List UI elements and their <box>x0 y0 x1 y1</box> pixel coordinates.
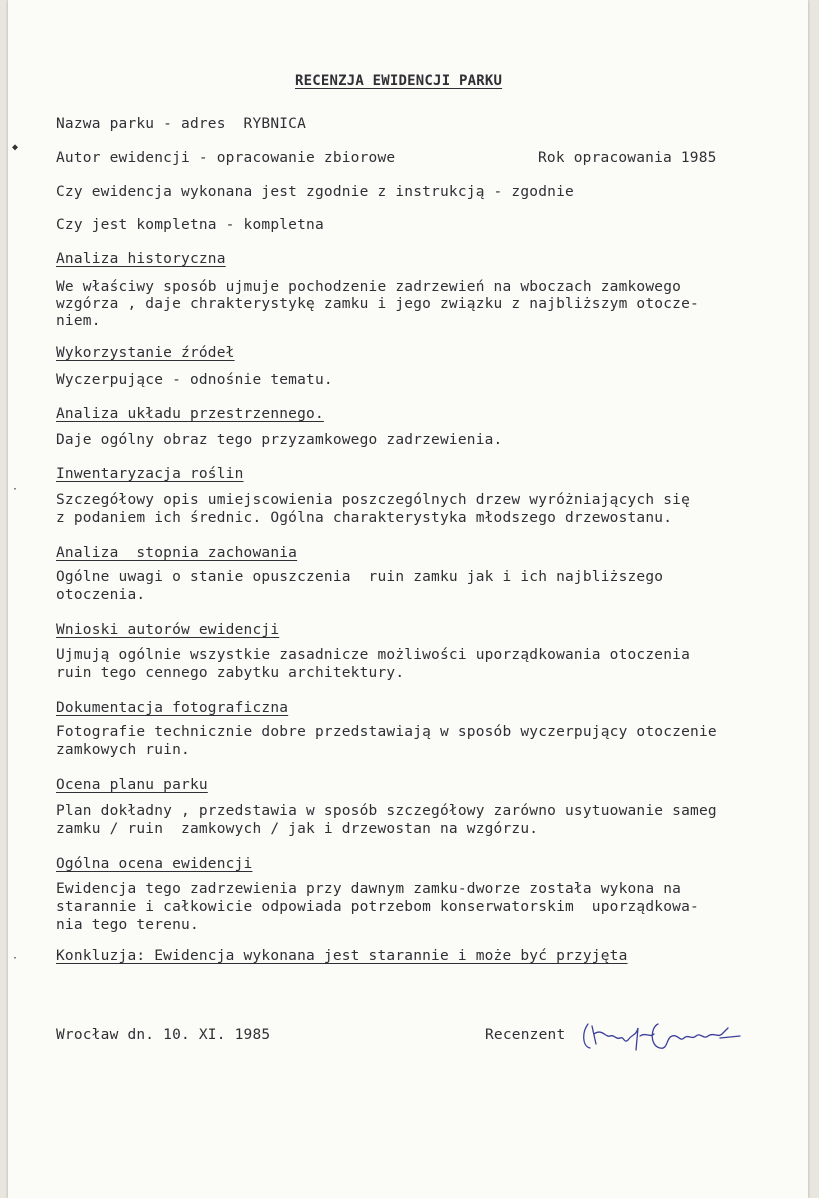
section-text: Szczegółowy opis umiejscowienia poszczególnych drzew wyróżniających się <box>56 492 691 508</box>
section-heading: Analiza stopnia zachowania <box>56 545 298 561</box>
section-text: nia tego terenu. <box>56 917 199 933</box>
section-heading: Ogólna ocena ewidencji <box>56 856 253 872</box>
compliance-field: Czy ewidencja wykonana jest zgodnie z instrukcją - zgodnie <box>56 184 574 200</box>
section-heading: Wykorzystanie źródeł <box>56 345 235 361</box>
completeness-field: Czy jest kompletna - kompletna <box>56 217 324 233</box>
section-heading: Analiza historyczna <box>56 251 226 267</box>
section-text: We właściwy sposób ujmuje pochodzenie zadrzewień na wboczach zamkowego <box>56 279 682 295</box>
margin-mark: · <box>12 484 19 495</box>
section-text: z podaniem ich średnic. Ogólna charakterystyka młodszego drzewostanu. <box>56 510 673 526</box>
section-text: ruin tego cennego zabytku architektury. <box>56 665 405 681</box>
section-text: zamku / ruin zamkowych / jak i drzewostan na wzgórzu. <box>56 821 539 837</box>
section-text: Ewidencja tego zadrzewienia przy dawnym zamku-dworze została wykona na <box>56 881 682 897</box>
section-heading: Wnioski autorów ewidencji <box>56 622 280 638</box>
section-text: Plan dokładny , przedstawia w sposób szczegółowy zarówno usytuowanie sameg <box>56 803 717 819</box>
conclusion: Konkluzja: Ewidencja wykonana jest starannie i może być przyjęta <box>56 948 628 964</box>
year-field: Rok opracowania 1985 <box>538 150 717 166</box>
margin-mark: ◆ <box>12 142 19 153</box>
section-text: starannie i całkowicie odpowiada potrzebom konserwatorskim uporządkowa- <box>56 899 699 915</box>
section-text: Fotografie technicznie dobre przedstawiają w sposób wyczerpujący otoczenie <box>56 724 717 740</box>
section-text: otoczenia. <box>56 587 146 603</box>
margin-mark: · <box>12 953 19 964</box>
section-text: Ujmują ogólnie wszystkie zasadnicze możliwości uporządkowania otoczenia <box>56 647 691 663</box>
section-heading: Dokumentacja fotograficzna <box>56 700 289 716</box>
place-date: Wrocław dn. 10. XI. 1985 <box>56 1027 271 1043</box>
section-text: wzgórza , daje chrakterystykę zamku i jego związku z najbliższym otocze- <box>56 296 699 312</box>
section-text: zamkowych ruin. <box>56 742 190 758</box>
section-heading: Inwentaryzacja roślin <box>56 466 244 482</box>
section-text: Ogólne uwagi o stanie opuszczenia ruin zamku jak i ich najbliższego <box>56 569 664 585</box>
handwritten-signature <box>580 1018 750 1058</box>
reviewer-label: Recenzent <box>485 1027 566 1043</box>
document-page <box>8 0 808 1198</box>
section-text: niem. <box>56 313 101 329</box>
park-name-field: Nazwa parku - adres RYBNICA <box>56 116 307 132</box>
author-field: Autor ewidencji - opracowanie zbiorowe <box>56 150 396 166</box>
section-heading: Analiza układu przestrzennego. <box>56 406 324 422</box>
section-heading: Ocena planu parku <box>56 777 208 793</box>
section-text: Daje ogólny obraz tego przyzamkowego zadrzewienia. <box>56 432 503 448</box>
document-title: RECENZJA EWIDENCJI PARKU <box>295 73 503 89</box>
section-text: Wyczerpujące - odnośnie tematu. <box>56 372 333 388</box>
